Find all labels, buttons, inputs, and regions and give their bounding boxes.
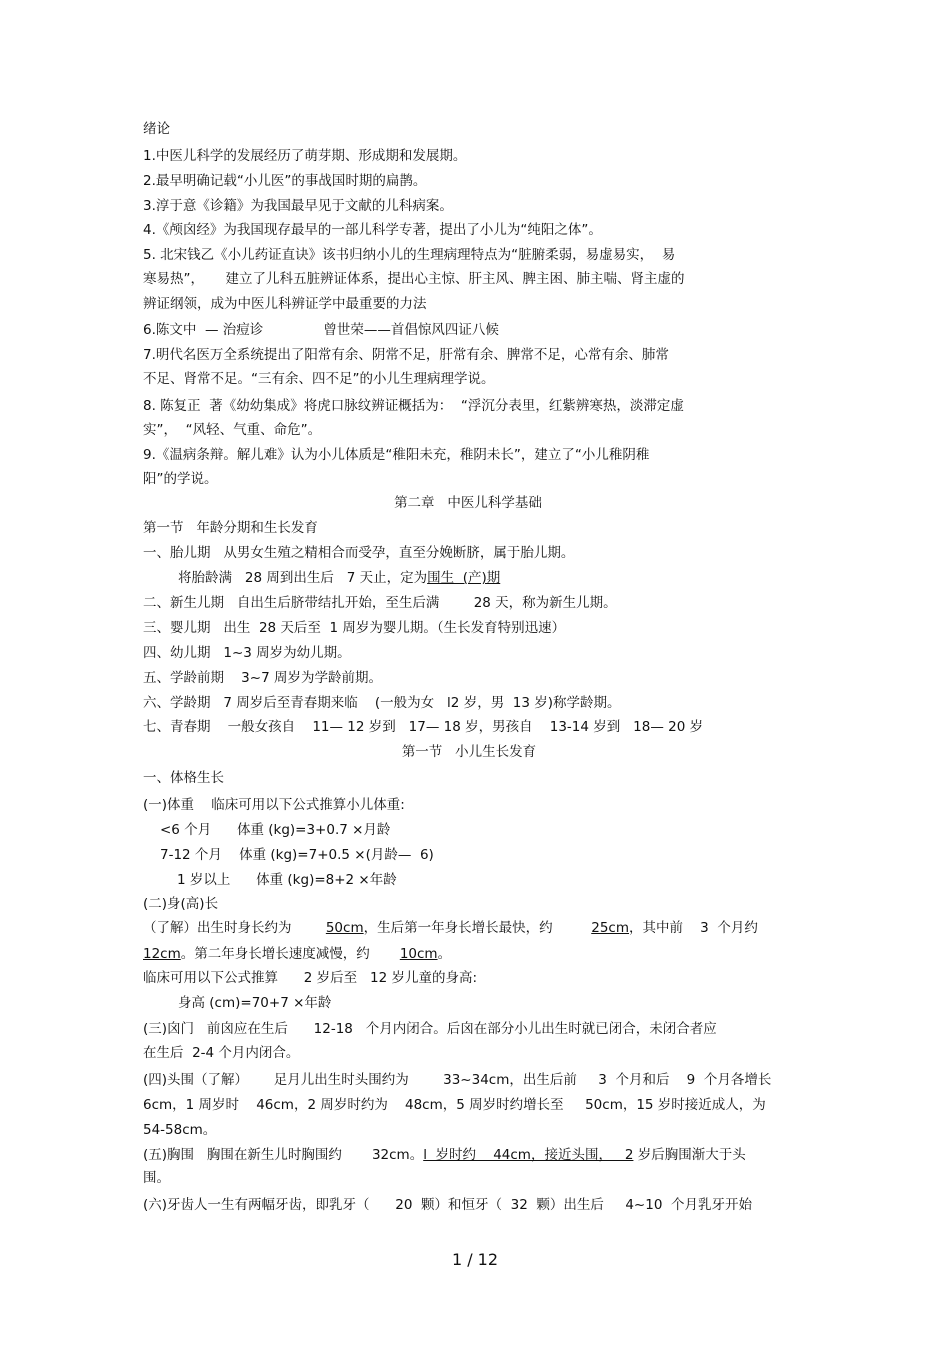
text-line: 阳”的学说。 — [143, 471, 218, 487]
section-title: 第一节 小儿生长发育 — [401, 744, 537, 760]
text-line: 临床可用以下公式推算 2 岁后至 12 岁儿童的身高: — [143, 970, 478, 986]
text-line: 六、学龄期 7 周岁后至青春期来临 (一般为女 l2 岁，男 13 岁)称学龄期。 — [143, 695, 621, 711]
formula-line: <6 个月 体重 (kg)=3+0.7 ×月龄 — [160, 822, 391, 838]
page-number: 1 / 12 — [451, 1250, 499, 1269]
section-title: 第一节 年龄分期和生长发育 — [143, 520, 318, 536]
text-line: 辨证纲领，成为中医儿科辨证学中最重要的力法 — [143, 296, 427, 312]
underlined-value: 25cm — [591, 920, 629, 936]
text-line: 6cm，1 周岁时 46cm，2 周岁时约为 48cm，5 周岁时约增长至 50cm，15 岁时接近成人，为 — [143, 1097, 766, 1113]
text-line: 一、胎儿期 从男女生殖之精相合而受孕，直至分娩断脐，属于胎儿期。 — [143, 545, 575, 561]
text-line: 6.陈文中 — 治痘诊 曾世荣——首倡惊风四证八候 — [143, 322, 499, 338]
text-line: 4.《颅囟经》为我国现存最早的一部儿科学专著，提出了小儿为“纯阳之体”。 — [143, 222, 602, 238]
formula-line: 7-12 个月 体重 (kg)=7+0.5 ×(月龄— 6) — [160, 847, 434, 863]
text-line: 9.《温病条辩。解儿难》认为小儿体质是“稚阳未充，稚阴未长”，建立了“小儿稚阴稚 — [143, 447, 650, 463]
formula-line: 身高 (cm)=70+7 ×年龄 — [178, 995, 332, 1011]
text-line: 将胎龄满 28 周到出生后 7 天止，定为围生 (产)期 — [178, 570, 501, 586]
underlined-value: 12cm — [143, 946, 181, 962]
text-line: (四)头围（了解） 足月儿出生时头围约为 33~34cm，出生后前 3 个月和后 9 个月各增长 — [143, 1072, 772, 1088]
underlined-phrase: l 岁时约 44cm，接近头围， 2 — [423, 1147, 634, 1163]
underlined-value: 50cm — [325, 920, 364, 936]
text-line: 五、学龄前期 3~7 周岁为学龄前期。 — [143, 670, 382, 686]
text-line: 围。 — [143, 1170, 170, 1186]
text-line: (三)囟门 前囟应在生后 12-18 个月内闭合。后囟在部分小儿出生时就已闭合，未闭合者应 — [143, 1021, 717, 1037]
text-line: 54-58cm。 — [143, 1122, 217, 1138]
chapter-title: 第二章 中医儿科学基础 — [394, 495, 542, 511]
section-heading: 绪论 — [143, 121, 170, 137]
text-line: 5. 北宋钱乙《小儿药证直诀》该书归纳小儿的生理病理特点为“脏腑柔弱，易虚易实， 易 — [143, 247, 676, 263]
formula-line: 1 岁以上 体重 (kg)=8+2 ×年龄 — [177, 872, 397, 888]
text-line: 1.中医儿科学的发展经历了萌芽期、形成期和发展期。 — [143, 148, 467, 164]
text-line: 二、新生儿期 自出生后脐带结扎开始，至生后满 28 天，称为新生儿期。 — [143, 595, 617, 611]
text-line: （了解）出生时身长约为 50cm，生后第一年身长增长最快，约 25cm，其中前 3 个月约 — [143, 920, 758, 936]
text-line: 8. 陈复正 著《幼幼集成》将虎口脉纹辨证概括为： “浮沉分表里，红紫辨寒热，淡滞定虚 — [143, 398, 684, 414]
underlined-value: 10cm — [399, 946, 438, 962]
text-line: 3.淳于意《诊籍》为我国最早见于文献的儿科病案。 — [143, 198, 453, 214]
text-line: (一)体重 临床可用以下公式推算小儿体重: — [143, 797, 405, 813]
text-line: (二)身(高)长 — [143, 896, 219, 912]
text-line: (五)胸围 胸围在新生儿时胸围约 32cm。l 岁时约 44cm，接近头围， 2 岁后胸围渐大于头 — [143, 1147, 746, 1163]
text-line: 七、青春期 一般女孩自 11— 12 岁到 17— 18 岁，男孩自 13-14 岁到 18— 20 岁 — [143, 719, 704, 735]
text-line: 四、幼儿期 1~3 周岁为幼儿期。 — [143, 645, 351, 661]
text-line: 在生后 2-4 个月内闭合。 — [143, 1045, 300, 1061]
text-line: 寒易热”， 建立了儿科五脏辨证体系，提出心主惊、肝主风、脾主困、肺主喘、肾主虚的 — [143, 271, 685, 287]
text-line: 不足、肾常不足。“三有余、四不足”的小儿生理病理学说。 — [143, 371, 495, 387]
text-line: 实”， “风轻、气重、命危”。 — [143, 422, 322, 438]
text-line: 一、体格生长 — [143, 770, 224, 786]
text-line: 12cm。第二年身长增长速度减慢，约 10cm。 — [143, 946, 452, 962]
text-line: 2.最早明确记载“小儿医”的事战国时期的扁鹊。 — [143, 173, 427, 189]
text-line: 三、婴儿期 出生 28 天后至 1 周岁为婴儿期。（生长发育特别迅速） — [143, 620, 566, 636]
text-line: (六)牙齿人一生有两幅牙齿，即乳牙（ 20 颗）和恒牙（ 32 颗）出生后 4~10 个月乳牙开始 — [143, 1197, 753, 1213]
text-line: 7.明代名医万全系统提出了阳常有余、阴常不足，肝常有余、脾常不足，心常有余、肺常 — [143, 347, 669, 363]
underlined-term: 围生 (产)期 — [427, 570, 501, 586]
